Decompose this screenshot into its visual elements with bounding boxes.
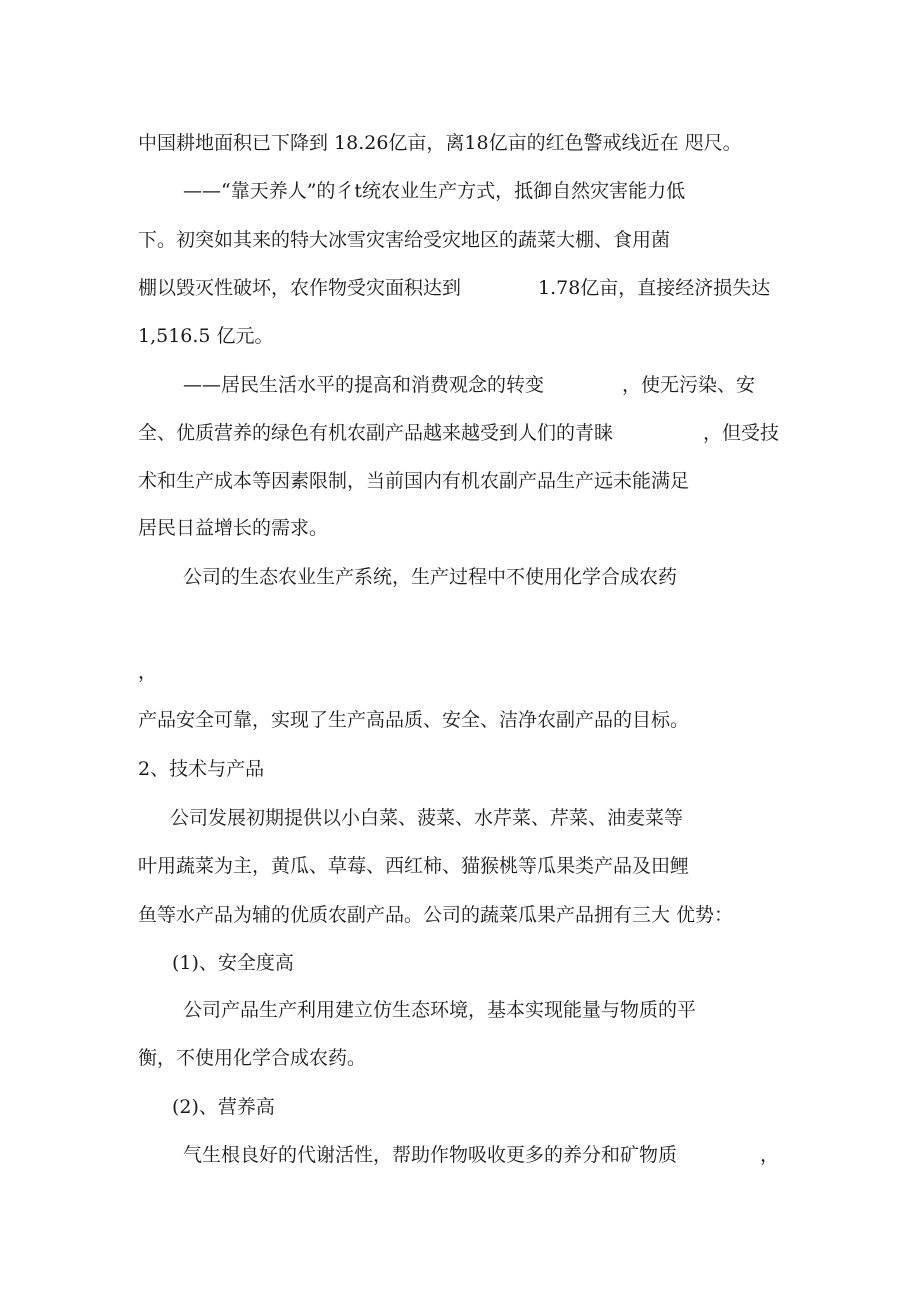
text-line-10: 公司的生态农业生产系统，生产过程中不使用化学合成农药 — [183, 566, 678, 588]
text-line-17: 衡，不使用化学合成农药。 — [138, 1047, 367, 1069]
subheading-safety: (1)、安全度高 — [172, 952, 294, 974]
text-line-6a: ——居民生活水平的提高和消费观念的转变 — [183, 374, 545, 396]
subheading-nutrition: (2)、营养高 — [172, 1096, 275, 1118]
text-line-3: 下。初突如其来的特大冰雪灾害给受灾地区的蔬菜大棚、食用菌 — [138, 229, 671, 251]
text-line-16: 公司产品生产利用建立仿生态环境，基本实现能量与物质的平 — [183, 999, 697, 1021]
text-line-7a: 全、优质营养的绿色有机农副产品越来越受到人们的青睐 — [138, 422, 614, 444]
text-line-9: 居民日益增长的需求。 — [138, 517, 329, 539]
text-line-18a: 气生根良好的代谢活性，帮助作物吸收更多的养分和矿物质 — [183, 1144, 678, 1166]
text-line-4b: 1.78亿亩，直接经济损失达 — [538, 277, 771, 299]
text-line-8: 术和生产成本等因素限制，当前国内有机农副产品生产远未能满足 — [138, 470, 690, 492]
text-line-6b: ，使无污染、安 — [622, 374, 756, 396]
text-line-18b: ， — [760, 1144, 780, 1166]
text-line-1: 中国耕地面积已下降到 18.26亿亩，离18亿亩的红色警戒线近在 咫尺。 — [138, 132, 742, 154]
text-line-4a: 棚以毁灭性破坏，农作物受灾面积达到 — [138, 277, 462, 299]
text-line-13: 公司发展初期提供以小白菜、菠菜、水芹菜、芹菜、油麦菜等 — [170, 807, 684, 829]
text-line-2: ——“靠天养人”的彳t统农业生产方式，抵御自然灾害能力低 — [183, 180, 686, 202]
text-line-11: ， — [138, 661, 158, 683]
text-line-12: 产品安全可靠，实现了生产高品质、安全、洁净农副产品的目标。 — [138, 709, 690, 731]
text-line-7b: ，但受技 — [703, 422, 780, 444]
section-heading: 2、技术与产品 — [138, 758, 265, 780]
text-line-14: 叶用蔬菜为主，黄瓜、草莓、西红柿、猫猴桃等瓜果类产品及田鲤 — [138, 855, 690, 877]
text-line-5: 1,516.5 亿元。 — [138, 325, 274, 347]
text-line-15: 鱼等水产品为辅的优质农副产品。公司的蔬菜瓜果产品拥有三大 优势： — [138, 904, 734, 926]
